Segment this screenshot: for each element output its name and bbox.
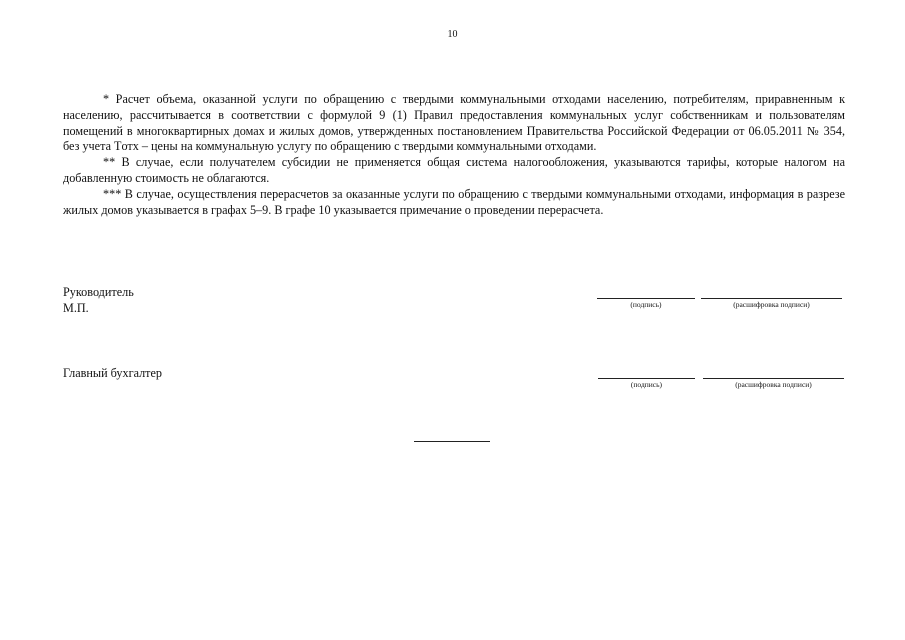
stamp-label: М.П. <box>63 301 89 315</box>
head-signature-caption: (подпись) <box>630 300 662 309</box>
head-decoding-caption: (расшифровка подписи) <box>733 300 810 309</box>
footnote-1: * Расчет объема, оказанной услуги по обращению с твердыми коммунальными отходами населению, потребителям, приравненным к населению, рассчитывается в соответствии с формулой 9 (1) Правил предоставления коммунальных услуг собственникам и пользователям помещений в многоквартирных домах и жилых домов, утвержденных постановлением Правительства Российской Федерации от 06.05.2011 № 354, без учета Tотх – цены на коммунальную услугу по обращению с твердыми коммунальными отходами. <box>63 92 845 154</box>
head-title: Руководитель <box>63 285 134 299</box>
footnotes-block <box>63 92 845 218</box>
accountant-title: Главный бухгалтер <box>63 366 163 380</box>
footnote-3: *** В случае, осуществления перерасчетов за оказанные услуги по обращению с твердыми коммунальными отходами, информация в разрезе жилых домов указывается в графах 5–9. В графе 10 указывается примечание о проведении перерасчета. <box>63 186 845 217</box>
footnote-2: ** В случае, если получателем субсидии не применяется общая система налогообложения, указываются тарифы, которые налогом на добавленную стоимость не облагаются. <box>63 155 845 185</box>
accountant-signature-caption: (подпись) <box>630 380 663 389</box>
accountant-decoding-caption: (расшифровка подписи) <box>735 380 812 389</box>
accountant-decoding-line <box>703 378 844 379</box>
head-decoding-line <box>701 298 842 299</box>
head-signature-line <box>597 298 695 299</box>
end-divider <box>414 441 490 442</box>
accountant-signature-line <box>598 378 695 379</box>
page-number: 10 <box>447 29 458 40</box>
